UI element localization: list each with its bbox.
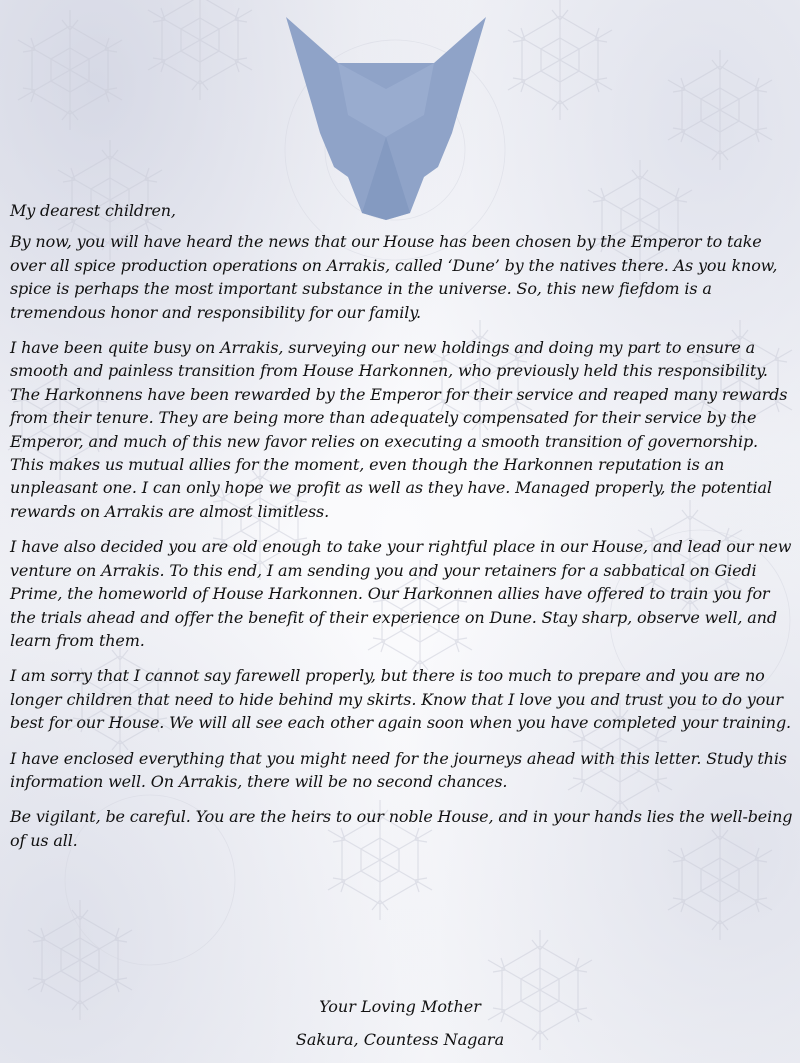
letter-paragraph: I have also decided you are old enough to take your rightful place in our House, and lead our new venture on Arrakis. To this end, I am sending you and your retainers for a sabbatical on Giedi Prime, the homeworld of House Harkonnen. Our Harkonnen allies have offered to train you for the trials ahead and offer the benefit of their experience on Dune. Stay sharp, observe well, and learn from them. [10, 537, 792, 650]
letter-paragraph: I have been quite busy on Arrakis, surveying our new holdings and doing my part to ensure a smooth and painless transition from House Harkonnen, who previously held this responsibility. The Harkonnens have been rewarded by the Emperor for their service and reaped many rewards from their tenure. They are being more than adequately compensated for their service by the Emperor, and much of this new favor relies on executing a smooth transition of governorship. This makes us mutual allies for the moment, even though the Harkonnen reputation is an unpleasant one. I can only hope we profit as well as they have. Managed properly, the potential rewards on Arrakis are almost limitless. [10, 338, 788, 521]
letter-body [10, 199, 795, 864]
letter-paragraph: I am sorry that I cannot say farewell properly, but there is too much to prepare and you are no longer children that need to hide behind my skirts. Know that I love you and trust you to do your best for our House. We will all see each other again soon when you have completed your training. [10, 666, 791, 733]
letter-paragraph: I have enclosed everything that you might need for the journeys ahead with this letter. Study this information well. On Arrakis, there will be no second chances. [10, 748, 787, 791]
letter-paragraph: By now, you will have heard the news that our House has been chosen by the Emperor to take over all spice production operations on Arrakis, called ‘Dune’ by the natives there. As you know, spice is perhaps the most important substance in the universe. So, this new fiefdom is a tremendous honor and responsibility for our family. [10, 232, 778, 322]
salutation: My dearest children, [10, 201, 176, 220]
signature-name: Sakura, Countess Nagara [295, 1030, 505, 1049]
closing-line: Your Loving Mother [319, 997, 481, 1016]
letter-paragraph: Be vigilant, be careful. You are the heirs to our noble House, and in your hands lies the well-being of us all. [10, 807, 793, 850]
signature-block [200, 990, 600, 1056]
wolf-head-icon [286, 17, 486, 220]
